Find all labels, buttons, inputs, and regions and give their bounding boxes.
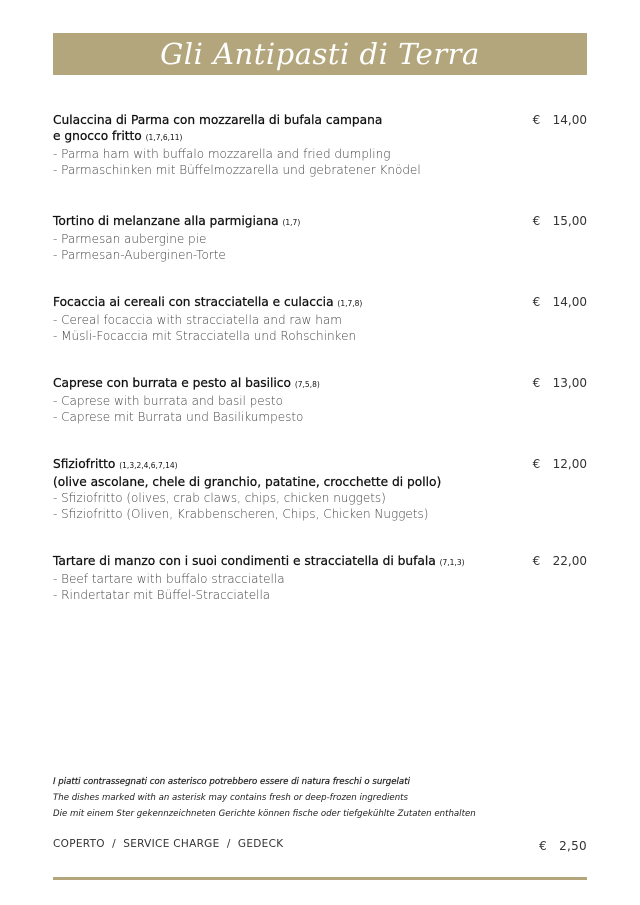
item-desc-de: - Parmesan-Auberginen-Torte xyxy=(53,248,226,262)
allergen-codes: (1,7,6,11) xyxy=(145,133,183,142)
item-price: € 13,00 xyxy=(532,376,587,390)
menu-item xyxy=(53,553,587,613)
allergen-codes: (7,1,3) xyxy=(439,558,465,567)
menu-list xyxy=(53,112,587,613)
header-banner xyxy=(53,33,587,75)
note-it: I piatti contrassegnati con asterisco potrebbero essere di natura freschi o surgelati xyxy=(53,777,410,787)
item-desc-en: - Parmesan aubergine pie xyxy=(53,232,207,246)
item-price: € 12,00 xyxy=(532,457,587,471)
item-price: € 14,00 xyxy=(532,113,587,127)
item-desc-de: - Müsli-Focaccia mit Stracciatella und Rohschinken xyxy=(53,329,357,343)
item-name: Focaccia ai cereali con stracciatella e culaccia (1,7,8) xyxy=(53,295,363,309)
item-desc-de: - Caprese mit Burrata und Basilikumpesto xyxy=(53,410,304,424)
item-desc-de: - Sfiziofritto (Oliven, Krabbenscheren, Chips, Chicken Nuggets) xyxy=(53,507,429,521)
item-price: € 14,00 xyxy=(532,295,587,309)
allergen-codes: (1,3,2,4,6,7,14) xyxy=(119,461,178,470)
item-desc-en: - Cereal focaccia with stracciatella and raw ham xyxy=(53,313,342,327)
item-desc-en: - Parma ham with buffalo mozzarella and fried dumpling xyxy=(53,147,391,161)
item-desc-de: - Parmaschinken mit Büffelmozzarella und gebratener Knödel xyxy=(53,163,421,177)
menu-item xyxy=(53,112,587,213)
bottom-divider xyxy=(53,877,587,880)
item-name-cont: (olive ascolane, chele di granchio, patatine, crocchette di pollo) xyxy=(53,475,442,489)
menu-item xyxy=(53,294,587,375)
note-en: The dishes marked with an asterisk may contains fresh or deep-frozen ingredients xyxy=(53,793,409,803)
item-name: Tartare di manzo con i suoi condimenti e stracciatella di bufala (7,1,3) xyxy=(53,554,465,568)
note-de: Die mit einem Ster gekennzeichneten Gerichte können fische oder tiefgekühlte Zutaten enthalten xyxy=(53,809,476,819)
item-name: Culaccina di Parma con mozzarella di bufala campana xyxy=(53,113,383,127)
cover-charge-price: € 2,50 xyxy=(539,839,587,853)
item-name: Caprese con burrata e pesto al basilico (7,5,8) xyxy=(53,376,320,390)
allergen-codes: (1,7,8) xyxy=(337,299,363,308)
cover-charge-label: COPERTO / SERVICE CHARGE / GEDECK xyxy=(53,838,284,850)
allergen-codes: (1,7) xyxy=(282,218,301,227)
item-name-cont: e gnocco fritto (1,7,6,11) xyxy=(53,129,183,143)
menu-item xyxy=(53,213,587,294)
item-desc-en: - Beef tartare with buffalo stracciatella xyxy=(53,572,285,586)
footnotes xyxy=(53,774,587,822)
menu-item xyxy=(53,375,587,456)
item-name: Sfiziofritto (1,3,2,4,6,7,14) xyxy=(53,457,178,471)
page-title: Gli Antipasti di Terra xyxy=(160,37,480,71)
item-price: € 22,00 xyxy=(532,554,587,568)
menu-item xyxy=(53,456,587,553)
item-price: € 15,00 xyxy=(532,214,587,228)
item-desc-en: - Caprese with burrata and basil pesto xyxy=(53,394,283,408)
cover-charge-row xyxy=(53,838,587,854)
item-desc-en: - Sfiziofritto (olives, crab claws, chips, chicken nuggets) xyxy=(53,491,386,505)
allergen-codes: (7,5,8) xyxy=(294,380,320,389)
item-name: Tortino di melanzane alla parmigiana (1,7) xyxy=(53,214,301,228)
item-desc-de: - Rindertatar mit Büffel-Stracciatella xyxy=(53,588,271,602)
